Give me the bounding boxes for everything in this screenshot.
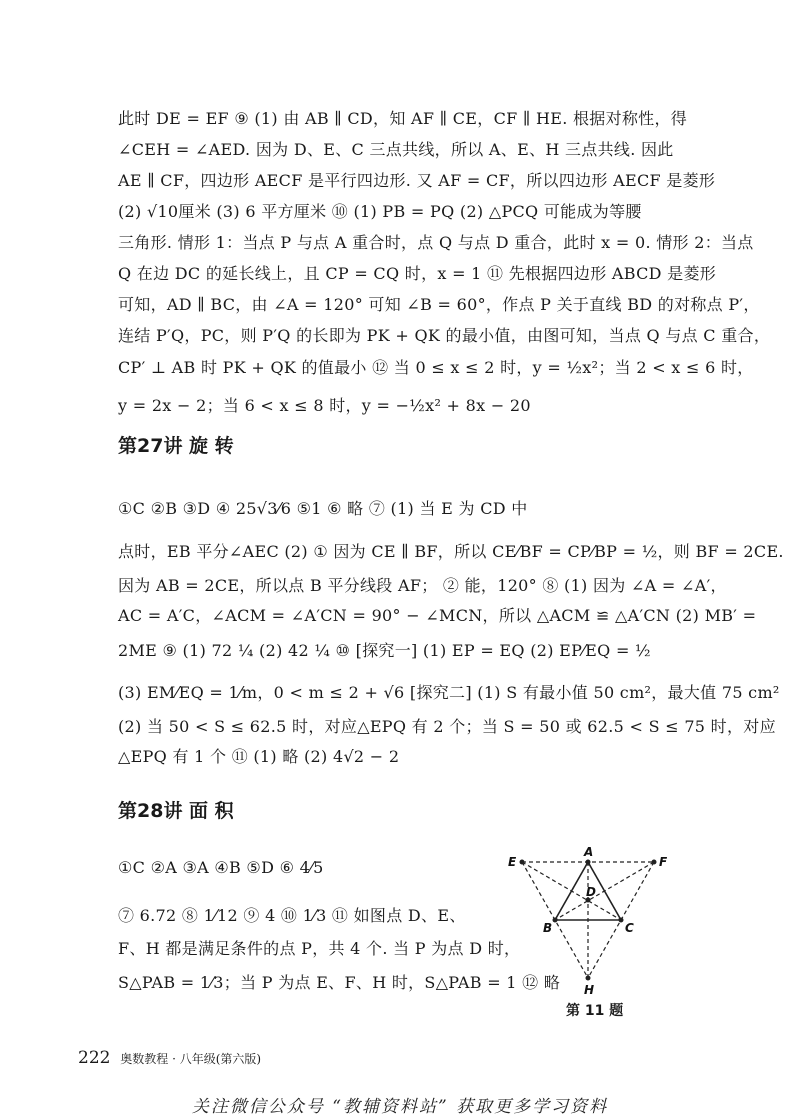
- label-a: A: [584, 846, 594, 859]
- label-h: H: [584, 983, 595, 996]
- text-line: Q 在边 DC 的延长线上，且 CP = CQ 时，x = 1 ⑪ 先根据四边形 ABCD 是菱形: [118, 264, 717, 283]
- text-line: F、H 都是满足条件的点 P，共 4 个. 当 P 为点 D 时，: [118, 939, 521, 958]
- text-line: y = 2x − 2；当 6 < x ≤ 8 时，y = −½x² + 8x − 20: [118, 396, 531, 415]
- text-line: 连结 P′Q，PC，则 P′Q 的长即为 PK + QK 的最小值，由图可知，当点 Q 与点 C 重合，: [118, 326, 771, 345]
- text-line: 三角形. 情形 1：当点 P 与点 A 重合时，点 Q 与点 D 重合，此时 x = 0. 情形 2：当点: [118, 233, 754, 252]
- label-c: C: [625, 921, 634, 935]
- text-line: (2) √10厘米 (3) 6 平方厘米 ⑩ (1) PB = PQ (2) △PCQ 可能成为等腰: [118, 202, 642, 221]
- text-line: AC = A′C，∠ACM = ∠A′CN = 90° − ∠MCN，所以 △ACM ≌ △A′CN (2) MB′ =: [118, 606, 757, 625]
- text-line: 点时，EB 平分∠AEC (2) ① 因为 CE ∥ BF，所以 CE⁄BF = CP⁄BP = ½，则 BF = 2CE.: [118, 542, 784, 561]
- text-line: AE ∥ CF，四边形 AECF 是平行四边形. 又 AF = CF，所以四边形 AECF 是菱形: [118, 171, 716, 190]
- page-footer: [78, 1048, 261, 1068]
- label-e: E: [508, 855, 517, 869]
- text-line: (2) 当 50 < S ≤ 62.5 时，对应△EPQ 有 2 个；当 S = 50 或 62.5 < S ≤ 75 时，对应: [118, 717, 776, 736]
- label-d: D: [586, 885, 596, 899]
- text-line: 因为 AB = 2CE，所以点 B 平分线段 AF； ② 能，120° ⑧ (1) 因为 ∠A = ∠A′，: [118, 576, 727, 595]
- point-a: [586, 860, 591, 865]
- page-number: 222: [78, 1048, 111, 1068]
- text-line: CP′ ⊥ AB 时 PK + QK 的值最小 ⑫ 当 0 ≤ x ≤ 2 时，y = ½x²；当 2 < x ≤ 6 时，: [118, 358, 754, 377]
- segment-fb: [555, 862, 654, 920]
- watermark-text: 关注微信公众号 “教辅资料站” 获取更多学习资料: [191, 1097, 609, 1117]
- text-line: 可知，AD ∥ BC，由 ∠A = 120° 可知 ∠B = 60°，作点 P 关于直线 BD 的对称点 P′，: [118, 295, 760, 314]
- point-e: [520, 860, 525, 865]
- text-line: S△PAB = 1⁄3；当 P 为点 E、F、H 时，S△PAB = 1 ⑫ 略: [118, 973, 561, 992]
- text-line: △EPQ 有 1 个 ⑪ (1) 略 (2) 4√2 − 2: [118, 747, 400, 766]
- geometry-figure: [508, 846, 688, 996]
- section-heading: 第27讲 旋 转: [118, 435, 234, 457]
- section-heading: 第28讲 面 积: [118, 800, 234, 822]
- point-c: [619, 918, 624, 923]
- text-line: ①C ②B ③D ④ 25√3⁄6 ⑤1 ⑥ 略 ⑦ (1) 当 E 为 CD 中: [118, 499, 528, 518]
- text-line: ⑦ 6.72 ⑧ 1⁄12 ⑨ 4 ⑩ 1⁄3 ⑪ 如图点 D、E、: [118, 906, 466, 925]
- point-b: [553, 918, 558, 923]
- text-line: 2ME ⑨ (1) 72 ¼ (2) 42 ¼ ⑩ [探究一] (1) EP = EQ (2) EP⁄EQ = ½: [118, 641, 651, 660]
- segment-ec: [522, 862, 621, 920]
- text-line: ①C ②A ③A ④B ⑤D ⑥ 4⁄5: [118, 858, 324, 877]
- text-line: ∠CEH = ∠AED. 因为 D、E、C 三点共线，所以 A、E、H 三点共线. 因此: [118, 140, 674, 159]
- text-line: 此时 DE = EF ⑨ (1) 由 AB ∥ CD，知 AF ∥ CE，CF ∥ HE. 根据对称性，得: [118, 109, 688, 128]
- point-h: [586, 976, 591, 981]
- text-line: (3) EM⁄EQ = 1⁄m，0 < m ≤ 2 + √6 [探究二] (1) S 有最小值 50 cm²，最大值 75 cm²: [118, 683, 780, 702]
- point-f: [652, 860, 657, 865]
- book-title: 奥数教程 · 八年级(第六版): [120, 1052, 262, 1066]
- label-b: B: [543, 921, 553, 935]
- figure-caption: 第 11 题: [566, 1003, 624, 1019]
- label-f: F: [659, 855, 668, 869]
